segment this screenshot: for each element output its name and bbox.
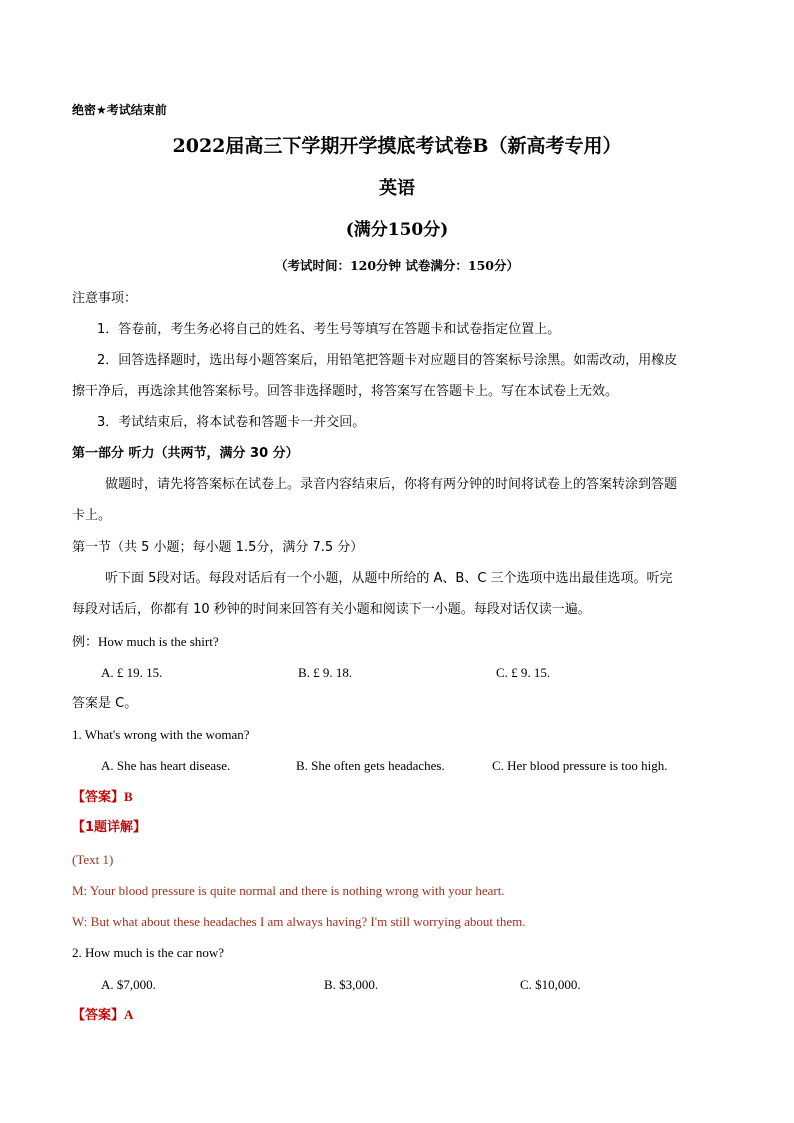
time-info: （考试时间：120分钟 试卷满分：150分）: [274, 258, 520, 273]
question-1-dialogue-m: M: Your blood pressure is quite normal and there is nothing wrong with your heart.: [72, 883, 505, 898]
note-item-1: 1．答卷前，考生务必将自己的姓名、考生号等填写在答题卡和试卷指定位置上。: [97, 322, 561, 337]
section1-instructions-line2: 每段对话后，你都有 10 秒钟的时间来回答有关小题和阅读下一小题。每段对话仅读一遍。: [72, 602, 591, 617]
question-2-option-a: A. $7,000.: [101, 977, 156, 992]
note-item-3: 3．考试结束后，将本试卷和答题卡一并交回。: [97, 415, 366, 430]
question-2-answer: [72, 1008, 133, 1022]
part1-heading: 第一部分 听力（共两节，满分 30 分）: [72, 446, 299, 461]
example-option-b: B. £ 9. 18.: [298, 665, 353, 680]
example-answer: 答案是 C。: [72, 696, 138, 711]
subject-title: 英语: [379, 178, 415, 199]
exam-title: 2022届高三下学期开学摸底考试卷B（新高考专用）: [172, 135, 622, 157]
example-option-c: C. £ 9. 15.: [496, 665, 551, 680]
answer-value: A: [124, 1007, 134, 1022]
note-item-2: 2．回答选择题时，选出每小题答案后，用铅笔把答题卡对应题目的答案标号涂黑。如需改动，用橡皮: [97, 353, 678, 368]
question-1-option-b: B. She often gets headaches.: [296, 758, 445, 773]
confidential-mark: 绝密★考试结束前: [72, 103, 167, 117]
question-1-option-a: A. She has heart disease.: [101, 758, 231, 773]
question-2-option-b: B. $3,000.: [324, 977, 379, 992]
answer-value: B: [124, 789, 133, 804]
question-1-detail-tag: 【1题详解】: [72, 820, 147, 835]
section1-heading: 第一节（共 5 小题；每小题 1.5分，满分 7.5 分）: [72, 540, 364, 555]
question-2: 2. How much is the car now?: [72, 945, 224, 960]
note-item-2-cont: 擦干净后，再选涂其他答案标号。回答非选择题时，将答案写在答题卡上。写在本试卷上无效。: [72, 384, 619, 399]
answer-tag: 【答案】: [72, 1008, 125, 1023]
question-1: 1. What's wrong with the woman?: [72, 727, 250, 742]
part1-intro-line2: 卡上。: [72, 508, 112, 523]
answer-tag: 【答案】: [72, 790, 125, 805]
question-1-answer: [72, 790, 133, 804]
question-1-dialogue-w: W: But what about these headaches I am always having? I'm still worrying about them.: [72, 914, 526, 929]
example-option-a: A. £ 19. 15.: [101, 665, 163, 680]
part1-intro-line1: 做题时，请先将答案标在试卷上。录音内容结束后，你将有两分钟的时间将试卷上的答案转涂到答题: [105, 477, 678, 492]
section1-instructions-line1: 听下面 5段对话。每段对话后有一个小题，从题中所给的 A、B、C 三个选项中选出最佳选项。听完: [105, 571, 673, 586]
question-1-text-label: (Text 1): [72, 852, 114, 867]
question-2-option-c: C. $10,000.: [520, 977, 581, 992]
example-question: 例：How much is the shirt?: [72, 634, 219, 649]
notes-heading: 注意事项：: [72, 291, 138, 306]
question-1-option-c: C. Her blood pressure is too high.: [492, 758, 668, 773]
full-marks: (满分150分): [345, 220, 449, 240]
